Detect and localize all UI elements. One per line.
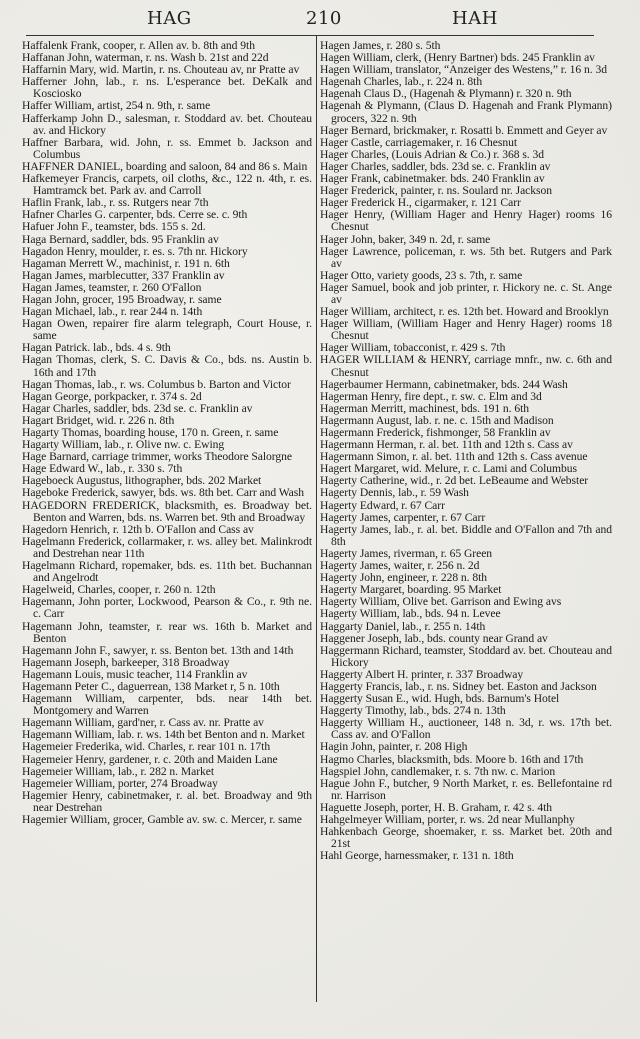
directory-entry: Hagadon Henry, moulder, r. es. s. 7th nr. Hickory <box>22 244 248 258</box>
directory-entry: Hagemier William, grocer, Gamble av. sw. c. Mercer, r. same <box>22 813 302 826</box>
directory-entry: HAGEDORN FREDERICK, blacksmith, es. Broadway bet. Benton and Warren, bds. ns. Warren bet. 9th and Broadway <box>22 498 312 524</box>
directory-entry: Haflin Frank, lab., r. ss. Rutgers near 7th <box>22 196 209 210</box>
directory-entry: Hagarty William, lab., r. Olive nw. c. Ewing <box>22 438 225 452</box>
page-header <box>0 4 640 34</box>
directory-entry: Hagspiel John, candlemaker, r. s. 7th nw. c. Marion <box>320 764 556 778</box>
directory-entry: Hagerty James, riverman, r. 65 Green <box>320 546 493 560</box>
directory-entry: Haffarnin Mary, wid. Martin, r. ns. Chouteau av, nr Pratte av <box>22 63 300 77</box>
directory-entry: Hagan Michael, lab., r. rear 244 n. 14th <box>22 305 203 319</box>
directory-entry: Hagermann Herman, r. al. bet. 11th and 12th s. Cass av <box>320 438 573 452</box>
directory-entry: Hagerbaumer Hermann, cabinetmaker, bds. 244 Wash <box>320 377 568 391</box>
directory-entry: Hafner Charles G. carpenter, bds. Cerre se. c. 9th <box>22 208 248 222</box>
directory-entry: Hagemann, John porter, Lockwood, Pearson & Co., r. 9th ne. c. Carr <box>22 595 312 621</box>
directory-entry: Hager William, tobacconist, r. 429 s. 7th <box>320 341 506 355</box>
directory-entry: Haguette Joseph, porter, H. B. Graham, r. 42 s. 4th <box>320 800 553 814</box>
directory-entry: Hahl George, harnessmaker, r. 131 n. 18th <box>320 849 514 863</box>
directory-entry: Hagermann August, lab. r. ne. c. 15th and Madison <box>320 413 554 427</box>
directory-entry: Hager William, (William Hager and Henry Hager) rooms 18 Chesnut <box>320 317 612 343</box>
directory-entry: Hague John F., butcher, 9 North Market, r. es. Bellefontaine rd nr. Harrison <box>320 776 612 802</box>
directory-entry: Hagenah Charles, lab., r. 224 n. 8th <box>320 75 483 89</box>
directory-entry: Hagen James, r. 280 s. 5th <box>320 39 441 52</box>
directory-entry: Haga Bernard, saddler, bds. 95 Franklin av <box>22 232 219 246</box>
directory-entry: Hagemann William, lab. r. ws. 14th bet Benton and n. Market <box>22 728 305 742</box>
directory-entry: Hagerty James, carpenter, r. 67 Carr <box>320 510 486 524</box>
page-number: 210 <box>306 8 342 29</box>
directory-entry: HAGER WILLIAM & HENRY, carriage mnfr., nw. c. 6th and Chesnut <box>320 353 612 379</box>
directory-entry: Haffanan John, waterman, r. ns. Wash b. 21st and 22d <box>22 51 269 65</box>
directory-entry: Hager Charles, (Louis Adrian & Co.) r. 368 s. 3d <box>320 147 544 161</box>
directory-entry: Hagerty Dennis, lab., r. 59 Wash <box>320 486 469 500</box>
directory-entry: Haggerty Timothy, lab., bds. 274 n. 13th <box>320 704 506 718</box>
directory-entry: Hagemeier William, porter, 274 Broadway <box>22 776 218 790</box>
directory-entry: Hager Henry, (William Hager and Henry Hager) rooms 16 Chesnut <box>320 208 612 234</box>
directory-entry: Hagemann John, teamster, r. rear ws. 16th b. Market and Benton <box>22 619 312 645</box>
directory-entry: Haggermann Richard, teamster, Stoddard av. bet. Chouteau and Hickory <box>320 643 612 669</box>
header-rule <box>26 35 594 36</box>
right-column <box>320 40 612 862</box>
directory-entry: Hagan James, teamster, r. 260 O'Fallon <box>22 280 202 294</box>
directory-entry: Hagerty James, waiter, r. 256 n. 2d <box>320 559 480 573</box>
directory-entry: Hagerty James, lab., r. al. bet. Biddle and O'Fallon and 7th and 8th <box>320 522 612 548</box>
directory-entry: Hagelweid, Charles, cooper, r. 260 n. 12th <box>22 583 216 597</box>
left-column <box>22 40 312 826</box>
directory-entry: Hagedorn Henrich, r. 12th b. O'Fallon and Cass av <box>22 522 254 536</box>
directory-entry: Haggerty Albert H. printer, r. 337 Broadway <box>320 667 524 681</box>
directory-entry: Hagen William, clerk, (Henry Bartner) bds. 245 Franklin av <box>320 51 595 65</box>
directory-entry: Haggerty William H., auctioneer, 148 n. 3d, r. ws. 17th bet. Cass av. and O'Fallon <box>320 716 612 742</box>
directory-entry: Hager Otto, variety goods, 23 s. 7th, r. same <box>320 268 523 282</box>
directory-entry: Haggarty Daniel, lab., r. 255 n. 14th <box>320 619 486 633</box>
directory-entry: Hagemann Joseph, barkeeper, 318 Broadway <box>22 655 230 669</box>
directory-entry: Hage Barnard, carriage trimmer, works Theodore Salorgne <box>22 450 292 464</box>
directory-entry: Hafuer John F., teamster, bds. 155 s. 2d. <box>22 220 206 234</box>
directory-entry: Hagenah & Plymann, (Claus D. Hagenah and Frank Plymann) grocers, 322 n. 9th <box>320 99 612 125</box>
directory-entry: Hagarty Thomas, boarding house, 170 n. Green, r. same <box>22 426 279 439</box>
directory-entry: Hagmo Charles, blacksmith, bds. Moore b. 16th and 17th <box>320 752 584 766</box>
directory-entry: Hafferner John, lab., r. ns. L'esperance bet. DeKalk and Kosciosko <box>22 75 312 101</box>
directory-entry: Hagin John, painter, r. 208 High <box>320 740 468 754</box>
directory-entry: Hagermann Simon, r. al. bet. 11th and 12th s. Cass avenue <box>320 450 588 464</box>
directory-entry: Hager Charles, saddler, bds. 23d se. c. Franklin av <box>320 159 551 173</box>
directory-entry: Hagerty Catherine, wid., r. 2d bet. LeBeaume and Webster <box>320 474 589 488</box>
directory-entry: Hagemann Peter C., daguerrean, 138 Market r, 5 n. 10th <box>22 679 280 693</box>
directory-entry: Hagan Owen, repairer fire alarm telegraph, Court House, r. same <box>22 317 312 343</box>
directory-entry: Hager Lawrence, policeman, r. ws. 5th bet. Rutgers and Park av <box>320 244 612 270</box>
directory-entry: Hager Frederick, painter, r. ns. Soulard nr. Jackson <box>320 184 552 198</box>
column-divider <box>316 36 317 1002</box>
directory-entry: Hafkemeyer Francis, carpets, oil cloths, &c., 122 n. 4th, r. es. Hamtramck bet. Park av. and Carroll <box>22 172 312 198</box>
directory-entry: Hager Castle, carriagemaker, r. 16 Chesnut <box>320 135 518 149</box>
directory-entry: Hager John, baker, 349 n. 2d, r. same <box>320 232 491 246</box>
directory-entry: Haggerty Susan E., wid. Hugh, bds. Barnum's Hotel <box>320 692 560 706</box>
directory-entry: Hagemeier Frederika, wid. Charles, r. rear 101 n. 17th <box>22 740 271 754</box>
directory-entry: Hagenah Claus D., (Hagenah & Plymann) r. 320 n. 9th <box>320 87 572 101</box>
directory-entry: Hagemann John F., sawyer, r. ss. Benton bet. 13th and 14th <box>22 643 294 657</box>
directory-entry: Hagerman Henry, fire dept., r. sw. c. Elm and 3d <box>320 389 542 403</box>
header-left-guide: HAG <box>147 8 192 29</box>
directory-entry: Hagerty Margaret, boarding. 95 Market <box>320 583 502 597</box>
directory-entry: Hage Edward W., lab., r. 330 s. 7th <box>22 462 183 476</box>
directory-entry: Hagan Thomas, clerk, S. C. Davis & Co., bds. ns. Austin b. 16th and 17th <box>22 353 312 379</box>
directory-entry: Hagan George, porkpacker, r. 374 s. 2d <box>22 389 202 403</box>
header-right-guide: HAH <box>452 8 498 29</box>
directory-entry: Hahgelmeyer William, porter, r. ws. 2d near Mullanphy <box>320 813 575 826</box>
directory-entry: Hageboke Frederick, sawyer, bds. ws. 8th bet. Carr and Wash <box>22 486 304 500</box>
directory-entry: Haffer William, artist, 254 n. 9th, r. same <box>22 99 211 113</box>
directory-entry: Hagen William, translator, “Anzeiger des Westens,” r. 16 n. 3d <box>320 63 607 77</box>
directory-entry: Hager Bernard, brickmaker, r. Rosatti b. Emmett and Geyer av <box>320 123 608 137</box>
directory-entry: Hagerty Edward, r. 67 Carr <box>320 498 445 512</box>
directory-entry: Hagerty William, lab., bds. 94 n. Levee <box>320 607 501 621</box>
directory-entry: Haffalenk Frank, cooper, r. Allen av. b. 8th and 9th <box>22 39 255 52</box>
directory-entry: Hagert Margaret, wid. Melure, r. c. Lami and Columbus <box>320 462 577 476</box>
directory-entry: Hager Samuel, book and job printer, r. Hickory ne. c. St. Ange av <box>320 280 612 306</box>
directory-entry: Hager William, architect, r. es. 12th bet. Howard and Brooklyn <box>320 305 609 319</box>
directory-entry: Hagan Patrick. lab., bds. 4 s. 9th <box>22 341 171 355</box>
directory-entry: Hagan James, marblecutter, 337 Franklin av <box>22 268 225 282</box>
directory-entry: Haggener Joseph, lab., bds. county near Grand av <box>320 631 548 645</box>
directory-entry: Hager Frederick H., cigarmaker, r. 121 Carr <box>320 196 521 210</box>
directory-entry: Hagelmann Frederick, collarmaker, r. ws. alley bet. Malinkrodt and Destrehan near 11th <box>22 534 312 560</box>
directory-entry: Hagemeier Henry, gardener, r. c. 20th and Maiden Lane <box>22 752 278 766</box>
directory-entry: Hagan Thomas, lab., r. ws. Columbus b. Barton and Victor <box>22 377 291 391</box>
directory-entry: Haffner Barbara, wid. John, r. ss. Emmet b. Jackson and Columbus <box>22 135 312 161</box>
directory-entry: HAFFNER DANIEL, boarding and saloon, 84 and 86 s. Main <box>22 159 308 173</box>
directory-entry: Hageboeck Augustus, lithographer, bds. 202 Market <box>22 474 262 488</box>
directory-entry: Hagerty William, Olive bet. Garrison and Ewing avs <box>320 595 562 609</box>
directory-entry: Hagemann Louis, music teacher, 114 Franklin av <box>22 667 248 681</box>
directory-entry: Hagemann William, carpenter, bds. near 14th bet. Montgomery and Warren <box>22 692 312 718</box>
directory-entry: Hafferkamp John D., salesman, r. Stoddard av. bet. Chouteau av. and Hickory <box>22 111 312 137</box>
directory-entry: Hagerman Merritt, machinest, bds. 191 n. 6th <box>320 401 530 415</box>
directory-entry: Hagerty John, engineer, r. 228 n. 8th <box>320 571 488 585</box>
directory-entry: Hagemann William, gard'ner, r. Cass av. nr. Pratte av <box>22 716 264 730</box>
directory-entry: Hagaman Merrett W., machinist, r. 191 n. 6th <box>22 256 230 270</box>
directory-entry: Hagemeier William, lab., r. 282 n. Market <box>22 764 215 778</box>
directory-entry: Hagelmann Richard, ropemaker, bds. es. 11th bet. Buchannan and Angelrodt <box>22 559 312 585</box>
directory-entry: Hagermann Frederick, fishmonger, 58 Franklin av <box>320 426 551 439</box>
directory-entry: Hagar Charles, saddler, bds. 23d se. c. Franklin av <box>22 401 253 415</box>
directory-entry: Hagemier Henry, cabinetmaker, r. al. bet. Broadway and 9th near Destrehan <box>22 788 312 814</box>
directory-entry: Hagan John, grocer, 195 Broadway, r. same <box>22 292 222 306</box>
directory-entry: Hager Frank, cabinetmaker. bds. 240 Franklin av <box>320 172 545 186</box>
directory-entry: Haggerty Francis, lab., r. ns. Sidney bet. Easton and Jackson <box>320 679 597 693</box>
directory-entry: Hahkenbach George, shoemaker, r. ss. Market bet. 20th and 21st <box>320 825 612 851</box>
directory-entry: Hagart Bridget, wid. r. 226 n. 8th <box>22 413 175 427</box>
